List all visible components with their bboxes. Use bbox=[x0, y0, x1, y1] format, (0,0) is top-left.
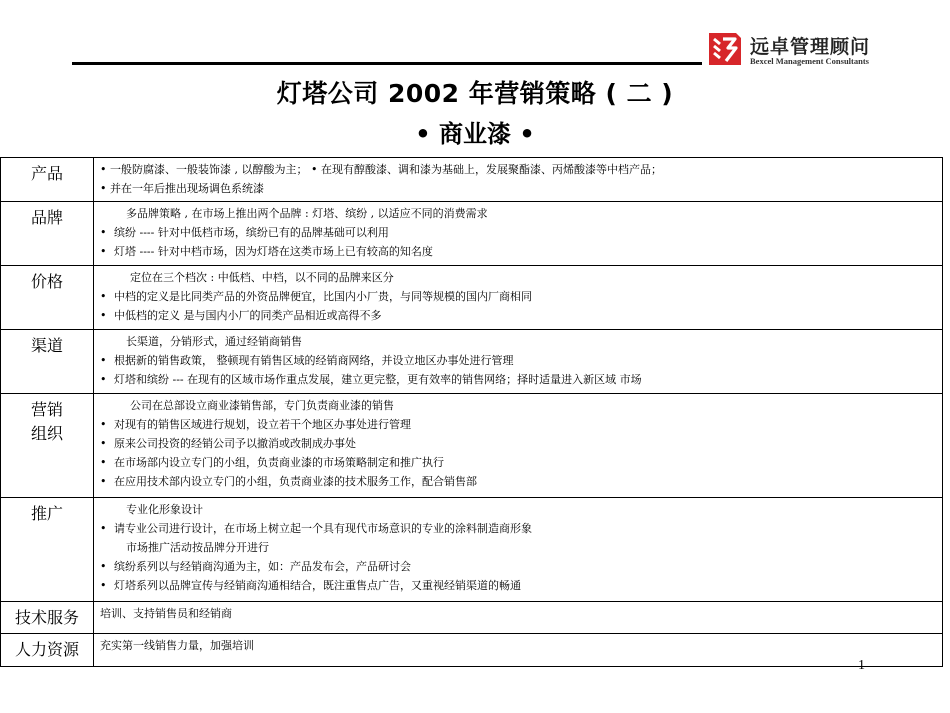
content-line: 公司在总部设立商业漆销售部，专门负责商业漆的销售 bbox=[130, 399, 394, 412]
content-line: 在市场部内设立专门的小组，负责商业漆的市场策略制定和推广执行 bbox=[114, 456, 444, 469]
table-row-product bbox=[1, 158, 943, 202]
logo-name-en: Bexcel Management Consultants bbox=[750, 56, 869, 66]
page-number: 1 bbox=[858, 658, 865, 673]
content-line: 专业化形象设计 bbox=[126, 503, 203, 516]
row-label: 技术服务 bbox=[1, 602, 94, 634]
content-line: 长渠道，分销形式，通过经销商销售 bbox=[126, 335, 302, 348]
row-label bbox=[1, 394, 94, 498]
content-line: • 并在一年后推出现场调色系统漆 bbox=[100, 182, 264, 195]
row-label-line: 营销 bbox=[30, 400, 63, 419]
bullet-icon: • bbox=[100, 579, 107, 592]
table-row-promotion bbox=[1, 498, 943, 602]
table-row-sales-org bbox=[1, 394, 943, 498]
content-line: 多品牌策略 , 在市场上推出两个品牌 : 灯塔、缤纷 , 以适应不同的消费需求 bbox=[126, 207, 488, 220]
row-label-line: 组织 bbox=[30, 424, 63, 443]
row-content bbox=[94, 266, 943, 330]
content-line: 根据新的销售政策， 整顿现有销售区域的经销商网络，并设立地区办事处进行管理 bbox=[114, 354, 514, 367]
bullet-icon: • bbox=[100, 309, 107, 322]
content-line: 灯塔系列以品牌宣传与经销商沟通相结合，既注重售点广告，又重视经销渠道的畅通 bbox=[114, 579, 521, 592]
company-logo bbox=[706, 30, 886, 70]
content-line: 对现有的销售区域进行规划，设立若干个地区办事处进行管理 bbox=[114, 418, 411, 431]
row-label: 品牌 bbox=[1, 202, 94, 266]
content-line: 缤纷系列以与经销商沟通为主，如：产品发布会，产品研讨会 bbox=[114, 560, 411, 573]
row-content bbox=[94, 634, 943, 667]
table-row-price bbox=[1, 266, 943, 330]
strategy-table bbox=[0, 157, 943, 667]
bullet-icon: • bbox=[100, 418, 107, 431]
row-content bbox=[94, 330, 943, 394]
content-line: 灯塔和缤纷 --- 在现有的区域市场作重点发展，建立更完整，更有效率的销售网络；择时适量进入新区域 市场 bbox=[114, 373, 642, 386]
content-line: 充实第一线销售力量，加强培训 bbox=[100, 639, 254, 652]
content-line: 市场推广活动按品牌分开进行 bbox=[126, 541, 269, 554]
bullet-icon: • bbox=[100, 437, 107, 450]
content-line: 定位在三个档次 : 中低档、中档，以不同的品牌来区分 bbox=[130, 271, 394, 284]
page-subtitle: • 商业漆 • bbox=[415, 120, 535, 148]
table-row-brand bbox=[1, 202, 943, 266]
row-label: 产品 bbox=[1, 158, 94, 202]
row-label: 渠道 bbox=[1, 330, 94, 394]
bullet-icon: • bbox=[100, 290, 107, 303]
table-row-channel bbox=[1, 330, 943, 394]
row-content bbox=[94, 498, 943, 602]
table-row-tech-service bbox=[1, 602, 943, 634]
content-line: 培训、支持销售员和经销商 bbox=[100, 607, 232, 620]
bullet-icon: • bbox=[100, 560, 107, 573]
row-content bbox=[94, 202, 943, 266]
table-row-hr bbox=[1, 634, 943, 667]
content-line: 请专业公司进行设计，在市场上树立起一个具有现代市场意识的专业的涂料制造商形象 bbox=[114, 522, 532, 535]
header-rule bbox=[72, 62, 702, 65]
bullet-icon: • bbox=[100, 245, 107, 258]
bullet-icon: • bbox=[100, 456, 107, 469]
content-line: 缤纷 ---- 针对中低档市场，缤纷已有的品牌基础可以利用 bbox=[114, 226, 389, 239]
row-label: 推广 bbox=[1, 498, 94, 602]
row-label: 价格 bbox=[1, 266, 94, 330]
row-label: 人力资源 bbox=[1, 634, 94, 667]
content-line: • 一般防腐漆、一般装饰漆 , 以醇酸为主； • 在现有醇酸漆、调和漆为基础上，发展聚酯漆、丙烯酸漆等中档产品； bbox=[100, 163, 662, 176]
content-line: 在应用技术部内设立专门的小组，负责商业漆的技术服务工作，配合销售部 bbox=[114, 475, 477, 488]
content-line: 原来公司投资的经销公司予以撤消或改制成办事处 bbox=[114, 437, 356, 450]
content-line: 灯塔 ---- 针对中档市场，因为灯塔在这类市场上已有较高的知名度 bbox=[114, 245, 433, 258]
logo-mark-icon bbox=[706, 30, 744, 68]
content-line: 中档的定义是比同类产品的外资品牌便宜，比国内小厂贵，与同等规模的国内厂商相同 bbox=[114, 290, 532, 303]
bullet-icon: • bbox=[100, 226, 107, 239]
bullet-icon: • bbox=[100, 475, 107, 488]
row-content bbox=[94, 394, 943, 498]
logo-name-cn: 远卓管理顾问 bbox=[750, 36, 871, 58]
content-line: 中低档的定义 是与国内小厂的同类产品相近或高得不多 bbox=[114, 309, 382, 322]
page-title: 灯塔公司 2002 年营销策略 ( 二 ) bbox=[276, 79, 674, 108]
bullet-icon: • bbox=[100, 522, 107, 535]
row-content bbox=[94, 602, 943, 634]
bullet-icon: • bbox=[100, 354, 107, 367]
bullet-icon: • bbox=[100, 373, 107, 386]
row-content bbox=[94, 158, 943, 202]
